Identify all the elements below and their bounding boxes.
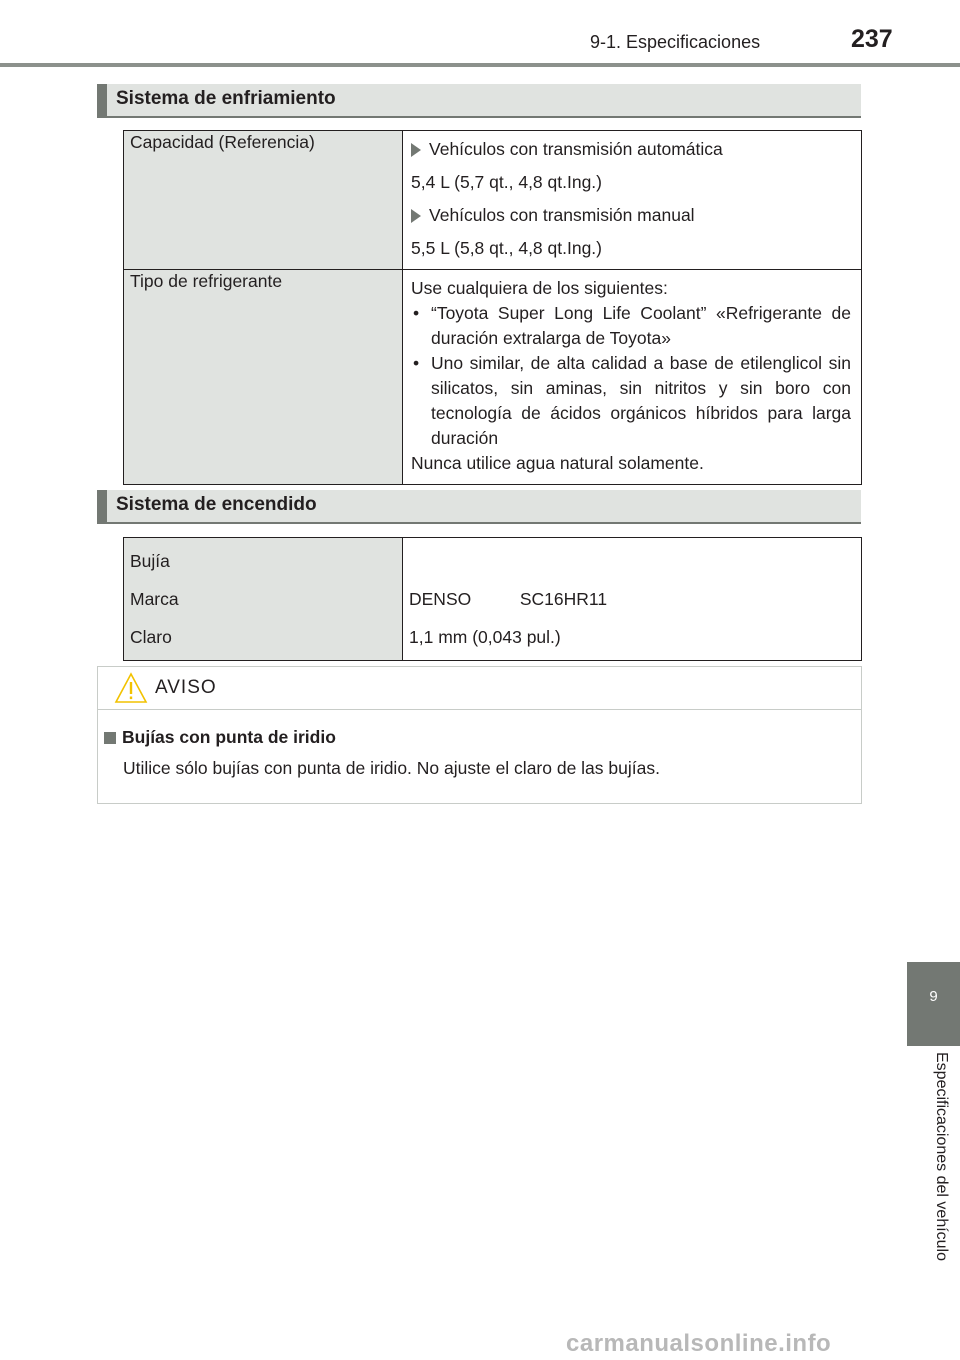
warning-title: AVISO [155,677,217,698]
chapter-number: 9 [929,988,938,1005]
coolant-label: Tipo de refrigerante [124,270,403,485]
coolant-note: Nunca utilice agua natural solamente. [411,453,704,473]
capacity-label: Capacidad (Referencia) [124,131,403,270]
table-row [124,131,862,270]
coolant-bullet: • Uno similar, de alta calidad a base de etilenglicol sin silicatos, sin aminas, sin nitritos y sin boro con tecnología de ácidos orgánicos híbridos para larga duración [411,351,851,451]
warning-text: Utilice sólo bujías con punta de iridio. No ajuste el claro de las bujías. [123,758,660,778]
ignition-values [403,538,862,661]
gap-label: Claro [130,627,172,647]
table-row [124,538,862,661]
watermark: carmanualsonline.info [566,1330,832,1357]
ignition-labels [124,538,403,661]
warning-box [97,666,862,804]
ignition-table [123,537,862,661]
coolant-values [403,270,862,485]
warning-triangle-icon [114,672,148,704]
table-row [124,270,862,485]
auto-value: 5,4 L (5,7 qt., 4,8 qt.Ing.) [411,172,602,192]
cooling-heading-text: Sistema de enfriamiento [116,88,336,109]
gap-value: 1,1 mm (0,043 pul.) [409,627,561,647]
chapter-tab [907,962,960,1046]
warning-header [98,667,861,710]
arrow-right-icon [411,143,421,157]
coolant-intro: Use cualquiera de los siguientes: [411,278,668,298]
warning-subtitle-text: Bujías con punta de iridio [122,727,336,747]
brand-value: DENSO SC16HR11 [409,589,608,609]
capacity-values [403,131,862,270]
spark-plug-label: Bujía [130,551,170,571]
brand-label: Marca [130,589,179,609]
page-number: 237 [851,25,893,53]
chapter-label: Especificaciones del vehículo [933,1052,950,1262]
warning-subtitle [104,727,336,748]
arrow-right-icon [411,209,421,223]
square-bullet-icon [104,732,116,744]
header-rule [0,63,960,67]
cooling-heading [97,84,861,118]
header-section-title: 9-1. Especificaciones [590,32,761,52]
manual-value: 5,5 L (5,8 qt., 4,8 qt.Ing.) [411,238,602,258]
manual-label: Vehículos con transmisión manual [429,205,695,225]
auto-label: Vehículos con transmisión automática [429,139,723,159]
manual-line [411,203,851,228]
coolant-bullet: • “Toyota Super Long Life Coolant” «Refrigerante de duración extralarga de Toyota» [411,301,851,351]
auto-line [411,137,851,162]
ignition-heading-text: Sistema de encendido [116,494,317,515]
ignition-heading [97,490,861,524]
cooling-table [123,130,862,485]
spark-plug-value [409,542,851,580]
